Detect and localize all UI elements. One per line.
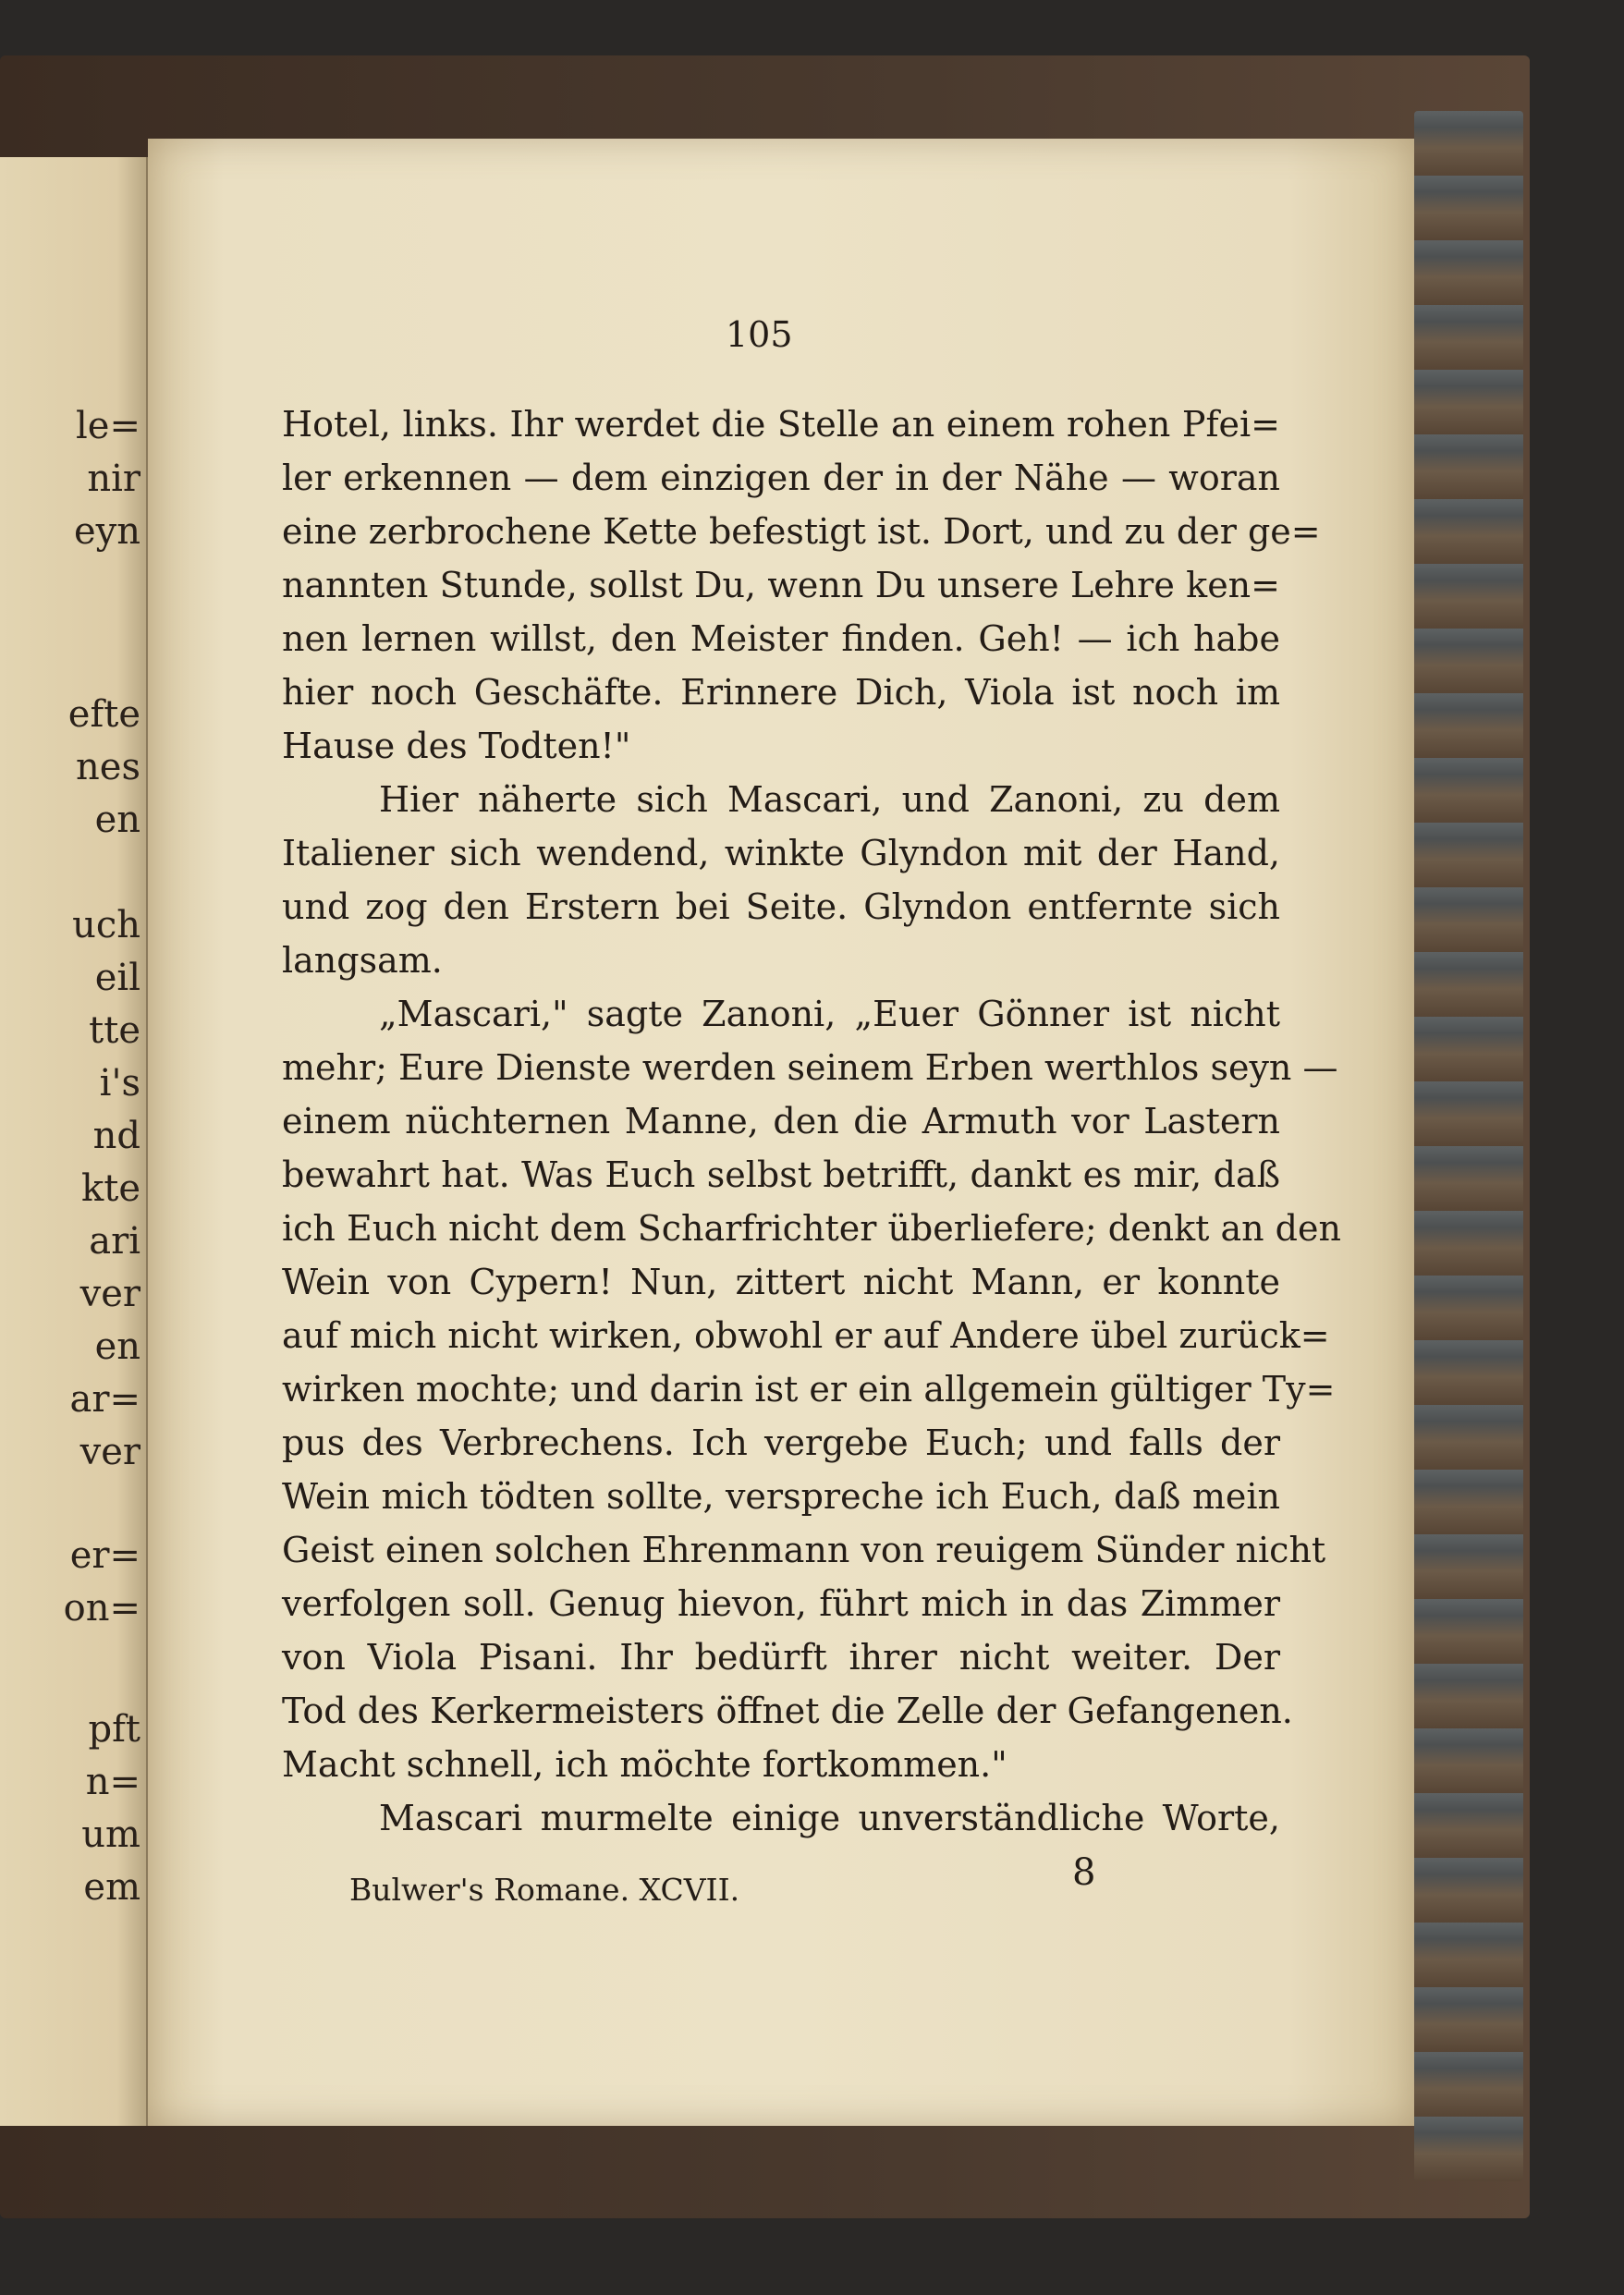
text-line: Macht schnell, ich möchte fortkommen." [282,1744,1007,1785]
left-fragment: eil [94,957,140,999]
left-fragment: nd [92,1115,140,1157]
text-line: Italiener sich wendend, winkte Glyndon mit der Hand, [282,833,1280,873]
left-fragment: nir [87,458,140,500]
left-fragment: ar= [69,1378,140,1421]
book-cover-edge [1414,111,1523,2181]
text-line: Mascari murmelte einige unverständliche Worte, [379,1798,1280,1838]
text-line: und zog den Erstern bei Seite. Glyndon entfernte sich [282,886,1280,927]
left-fragment: tte [89,1009,140,1052]
previous-page-strip [0,157,148,2126]
left-fragment: efte [67,693,140,736]
text-line: Hotel, links. Ihr werdet die Stelle an einem rohen Pfei= [282,404,1280,445]
text-line: nannten Stunde, sollst Du, wenn Du unsere Lehre ken= [282,565,1280,605]
left-fragment: em [83,1866,140,1909]
left-fragment: en [94,799,140,841]
left-fragment: nes [76,746,140,788]
left-fragment: le= [76,405,140,447]
text-line: Hause des Todten!" [282,726,631,766]
text-line: mehr; Eure Dienste werden seinem Erben werthlos seyn — [282,1047,1338,1088]
text-line: „Mascari," sagte Zanoni, „Euer Gönner ist nicht [379,994,1280,1034]
footer-sheet-number: 8 [1072,1851,1096,1894]
text-line: ler erkennen — dem einzigen der in der Nähe — woran [282,458,1280,498]
left-fragment: kte [81,1167,140,1210]
text-line: langsam. [282,940,443,981]
left-fragment: pft [88,1708,140,1751]
page-number: 105 [726,314,793,355]
text-line: wirken mochte; und darin ist er ein allgemein gültiger Ty= [282,1369,1336,1410]
text-line: Tod des Kerkermeisters öffnet die Zelle der Gefangenen. [282,1691,1293,1731]
text-line: Hier näherte sich Mascari, und Zanoni, zu dem [379,779,1280,820]
text-line: nen lernen willst, den Meister finden. Geh! — ich habe [282,618,1280,659]
text-line: einem nüchternen Manne, den die Armuth vor Lastern [282,1101,1280,1141]
left-fragment: ari [89,1220,140,1263]
left-fragment: um [81,1813,140,1856]
left-fragment: uch [72,904,140,946]
left-fragment: eyn [73,510,140,553]
text-line: hier noch Geschäfte. Erinnere Dich, Viola ist noch im [282,672,1280,713]
text-line: Geist einen solchen Ehrenmann von reuigem Sünder nicht [282,1530,1326,1570]
left-fragment: on= [63,1587,140,1630]
text-line: von Viola Pisani. Ihr bedürft ihrer nicht weiter. Der [282,1637,1280,1678]
body-text [282,397,1341,1845]
text-line: verfolgen soll. Genug hievon, führt mich in das Zimmer [282,1583,1280,1624]
text-line: auf mich nicht wirken, obwohl er auf Andere übel zurück= [282,1315,1330,1356]
text-line: ich Euch nicht dem Scharfrichter überliefere; denkt an den [282,1208,1341,1249]
text-line: eine zerbrochene Kette befestigt ist. Dort, und zu der ge= [282,511,1321,552]
text-line: Wein von Cypern! Nun, zittert nicht Mann, er konnte [282,1262,1280,1302]
left-fragment: i's [99,1062,140,1105]
left-fragment: er= [69,1534,140,1577]
text-line: bewahrt hat. Was Euch selbst betrifft, dankt es mir, daß [282,1154,1280,1195]
text-line: pus des Verbrechens. Ich vergebe Euch; und falls der [282,1422,1280,1463]
left-fragment: en [94,1325,140,1368]
left-fragment: ver [79,1431,140,1473]
left-fragment: n= [85,1761,140,1803]
text-line: Wein mich tödten sollte, verspreche ich Euch, daß mein [282,1476,1280,1517]
footer-signature: Bulwer's Romane. XCVII. [349,1872,740,1908]
left-fragment: ver [79,1273,140,1315]
